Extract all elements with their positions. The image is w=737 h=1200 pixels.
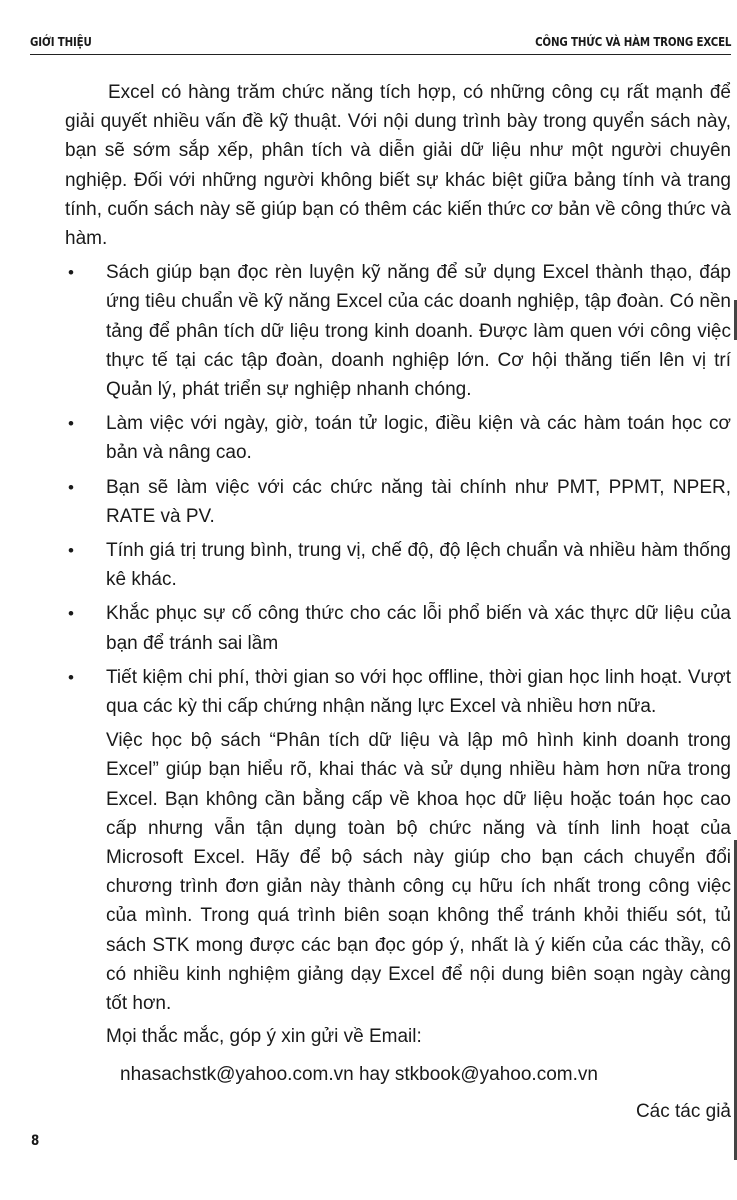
- list-item: • Sách giúp bạn đọc rèn luyện kỹ năng để sử dụng Excel thành thạo, đáp ứng tiêu chuẩn về kỹ năng Excel của các doanh nghiệp, tập đoàn. Có nền tảng để phân tích dữ liệu trong kinh doanh. Được làm quen với công việc thực tế tại các tập đoàn, doanh nghiệp lớn. Cơ hội thăng tiến lên vị trí Quản lý, phát triển sự nghiệp nhanh chóng.: [65, 258, 731, 404]
- header-section-title: GIỚI THIỆU: [30, 34, 92, 49]
- closing-paragraph: Việc học bộ sách “Phân tích dữ liệu và lập mô hình kinh doanh trong Excel” giúp bạn hiểu rõ, khai thác và sử dụng nhiều hàm hơn nữa trong Excel. Bạn không cần bằng cấp về khoa học dữ liệu hoặc toán học cao cấp nhưng vẫn tận dụng toàn bộ chức năng và tính linh hoạt của Microsoft Excel. Hãy để bộ sách này giúp cho bạn cách chuyển đổi chương trình đơn giản này thành công cụ hữu ích nhất trong công việc của mình. Trong quá trình biên soạn không thể tránh khỏi thiếu sót, tủ sách STK mong được các bạn đọc góp ý, nhất là ý kiến của các thầy, cô có nhiều kinh nghiệm giảng dạy Excel để nội dung biên soạn ngày càng tốt hơn.: [106, 730, 731, 1015]
- authors-signature: Các tác giả: [635, 1100, 731, 1122]
- list-item: • Khắc phục sự cố công thức cho các lỗi phổ biến và xác thực dữ liệu của bạn để tránh sai lầm: [65, 599, 731, 657]
- list-item: • Tính giá trị trung bình, trung vị, chế độ, độ lệch chuẩn và nhiều hàm thống kê khác.: [65, 536, 731, 594]
- contact-label: Mọi thắc mắc, góp ý xin gửi về Email:: [106, 1026, 422, 1048]
- intro-paragraph: Excel có hàng trăm chức năng tích hợp, có những công cụ rất mạnh để giải quyết nhiều vấn đề kỹ thuật. Với nội dung trình bày trong quyển sách này, bạn sẽ sớm sắp xếp, phân tích và diễn giải dữ liệu như một người chuyên nghiệp. Đối với những người không biết sự khác biệt giữa bảng tính và trang tính, cuốn sách này sẽ giúp bạn có thêm các kiến thức cơ bản về công thức và hàm.: [65, 82, 731, 250]
- feature-list: [65, 258, 731, 721]
- page-number: 8: [31, 1133, 40, 1149]
- page-content: [65, 78, 731, 1126]
- header-rule: [30, 54, 731, 55]
- header-book-title: CÔNG THỨC VÀ HÀM TRONG EXCEL: [534, 34, 731, 49]
- list-item: • Bạn sẽ làm việc với các chức năng tài chính như PMT, PPMT, NPER, RATE và PV.: [65, 473, 731, 531]
- list-item: • Làm việc với ngày, giờ, toán tử logic, điều kiện và các hàm toán học cơ bản và nâng cao.: [65, 409, 731, 467]
- running-header: [30, 30, 731, 56]
- email-addresses: nhasachstk@yahoo.com.vn hay stkbook@yahoo.com.vn: [120, 1063, 598, 1085]
- list-item: • Tiết kiệm chi phí, thời gian so với học offline, thời gian học linh hoạt. Vượt qua các kỳ thi cấp chứng nhận năng lực Excel và nhiều hơn nữa.: [65, 663, 731, 721]
